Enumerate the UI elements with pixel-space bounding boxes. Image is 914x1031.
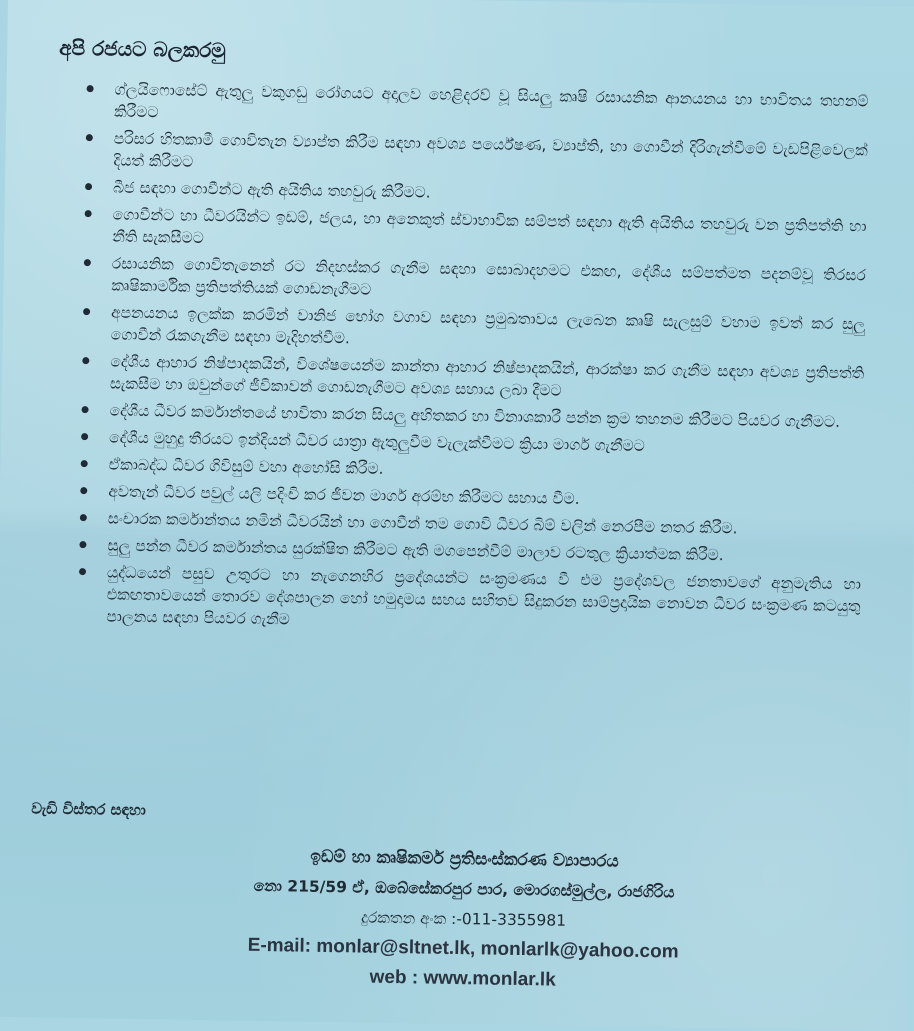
contact-block: [172, 840, 754, 999]
bullet-icon: [84, 259, 91, 266]
bullet-icon: [85, 183, 92, 190]
leaflet-heading: අපි රජයට බලකරමු: [59, 35, 226, 63]
list-item-text: ග්ලයිෆොසේට් ඇතුලු වකුගඩු රෝගයට අදාලව හෙළිදරව් වූ සියලු කෘෂි රසායනික ආනයනය හා භාවිතය තහනම් කිරීමට: [114, 80, 869, 122]
list-item: [75, 252, 866, 308]
list-item-text: දේශීය ධීවර කර්මාන්තයේ භාවිතා කරන සියලු අහිතකර හා විනාශකාරී පන්න ක්‍රම තහනම කිරීමට පියවර ගැනීමට.: [109, 401, 841, 432]
list-item-text: සුලු පන්න ධීවර කර්මාන්තය සුරක්ෂිත කිරීමට ඇති මගපෙන්වීම් මාලාව රටතුල ක්‍රියාත්මක කිරීම.: [107, 536, 724, 565]
list-item: [76, 203, 867, 259]
bullet-icon: [85, 210, 92, 217]
bullet-icon: [87, 85, 94, 92]
bullet-icon: [83, 308, 90, 315]
bullet-icon: [82, 406, 89, 413]
organization-name: ඉඩම් හා කෘෂිකර්ම ප්‍රතිසංස්කරණ ව්‍යාපාරය: [310, 846, 619, 872]
more-info-label: වැඩි විස්තර සඳහා: [31, 799, 146, 820]
bullet-icon: [80, 514, 87, 521]
list-item-text: පරිසර හිතකාමී ගොවිතැන ව්‍යාප්ත කිරීම සඳහා අවශ්‍ය පර්යේෂණ, ව්‍යාප්ති, හා ගොවීන් දිරිගැන්වීමේ වැඩපිළිවෙලක් දියත් කිරීමට: [113, 129, 868, 171]
list-item: [70, 561, 861, 639]
bullet-icon: [79, 541, 86, 548]
list-item-text: ගොවීන්ට හා ධීවරයින්ට ඉඩම්, ජලය, හා අනෙකුත් ස්වාභාවික සම්පත් සඳහා ඇති අයිතිය තහවුරු වන ප්‍රතිපත්ති හා නීති සැකසීමට: [112, 205, 867, 247]
list-item-text: යුද්ධයෙන් පසුව උතුරට හා නැගෙනහිර ප්‍රදේශයන්ට සංක්‍රමණය වී එම ප්‍රදේශවල ජනතාවගේ අනුමැතිය හා එකඟතාවයෙන් තොරව දේශපාලන හෝ හමුදාමය සහය සහිතව සිදුකරන සාම්ප්‍රදායික නොවන ධීවර සංක්‍රමණ කටයුතු පාලනය සඳහා පියවර ගැනීම: [106, 563, 862, 629]
list-item: [78, 78, 869, 134]
website-url: web : www.monlar.lk: [369, 966, 556, 991]
list-item-text: බීජ සඳහා ගොවීන්ට ඇති අයිතිය තහවුරු කිරීමට.: [112, 178, 431, 202]
list-item-text: අවතැන් ධීවර පවුල් යලි පදිංචි කර ජීවන මාර්ග අරම්භ කිරීමට සහාය වීම.: [108, 482, 580, 508]
list-item: [77, 127, 868, 183]
list-item: [75, 301, 866, 357]
list-item-text: අපනයනය ඉලක්ක කරමින් වානිජ භෝග වගාව සඳහා ප්‍රමුඛතාවය ලැබෙන කෘෂි සැලසුම් වහාම ඉවත් කර සුලු ගොවීන් රැකගැනීම සඳහා මැදිහත්වීම.: [110, 303, 866, 348]
bullet-icon: [79, 568, 86, 575]
email-addresses: E-mail: monlar@sltnet.lk, monlarlk@yahoo.com: [247, 934, 679, 963]
bullet-icon: [80, 487, 87, 494]
list-item-text: දේශීය ආහාර නිෂ්පාදකයින්, විශේෂයෙන්ම කාන්තා ආහාර නිෂ්පාදකයින්, ආරක්ෂා කර ගැනීම සඳහා අවශ්‍ය ප්‍රතිපත්ති සැකසීම හා ඔවුන්ගේ ජීවිකාවන් ගොඩනැගීමට අවශ්‍ය සහාය ලබා දීමට: [109, 352, 865, 400]
demands-list: [70, 78, 869, 644]
postal-address: නො 215/59 ඒ, ඔබේසේකරපුර පාර, මොරගස්මුල්ල, රාජගිරිය: [253, 876, 675, 902]
bullet-icon: [86, 134, 93, 141]
list-item-text: ඒකාබද්ධ ධීවර ගිවිසුම් වහා අහෝසි කිරීම.: [108, 455, 384, 478]
bullet-icon: [81, 460, 88, 467]
bullet-icon: [81, 433, 88, 440]
list-item-text: සංචාරක කර්මාන්තය නමින් ධීවරයින් හා ගොවීන් තම ගොවි ධීවර බිම් වලින් නෙරපීම නතර කිරීම.: [107, 509, 738, 538]
list-item: [74, 350, 865, 406]
phone-number: දුරකතන අංක :-011-3355981: [360, 908, 567, 930]
bullet-icon: [82, 357, 89, 364]
list-item-text: දේශීය මුහුදු තීරයට ඉන්දියන් ධීවර යාත්‍රා ඇතුලුවීම වැලැක්වීමට ක්‍රියා මාර්ග ගැනීමට: [108, 428, 646, 455]
list-item-text: රසායනික ගොවිතැනෙන් රට නිදහස්කර ගැනීම සඳහා සොබාදහමට එකඟ, දේශීය සම්පත්මත පදනම්වූ තිරසර කෘෂිකාර්මික ප්‍රතිපත්තියක් ගොඩනැගීමට: [111, 254, 866, 299]
